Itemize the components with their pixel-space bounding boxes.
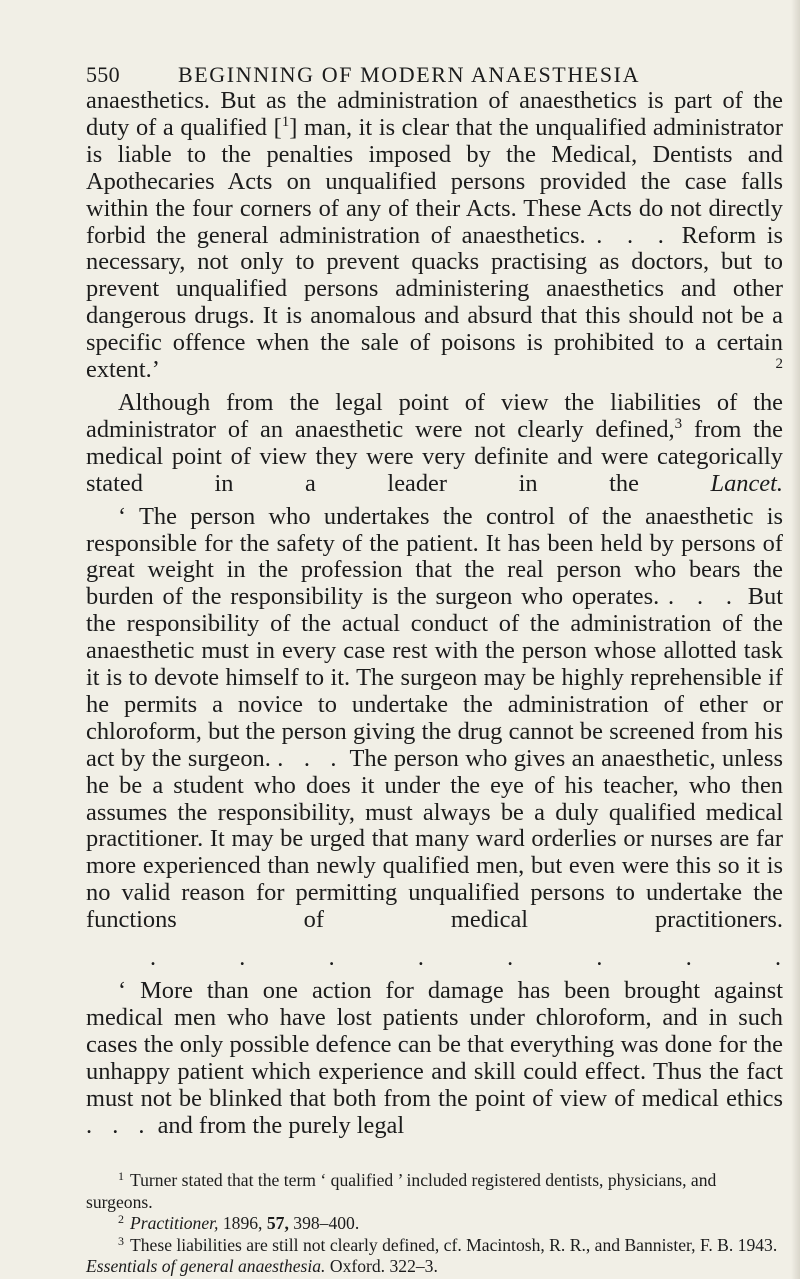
journal-title: Lancet. — [710, 469, 783, 497]
p4-text-a: ‘ More than one action for damage has been brought against medical men who have lost patients under chloroform, and in such cases the only possible defence can be that everything was done for the unhappy patient which experience and skill could effect. Thus the fact must not be blinked that both from the point of view of medical ethics — [86, 977, 783, 1112]
body-text — [86, 88, 783, 1140]
ellipsis: . . . — [86, 1111, 152, 1139]
page-edge-shadow — [791, 0, 800, 1279]
footnote-3-book: Essentials of general anaesthesia. — [86, 1256, 326, 1276]
separator-dot: . — [239, 945, 246, 972]
p1-text-a: anaesthetics. But as the administration of anaesthetics is part of the duty of a qualified [ — [86, 87, 783, 141]
footnote-1-text: Turner stated that the term ‘ qualified ’ included registered dentists, physicians, and surgeons. — [86, 1170, 717, 1212]
p3-text-b: But the responsibility of the actual conduct of the administration of the anaesthetic must in every case rest with the person whose allotted task it is to devote himself to it. The surgeon may be highly reprehensible if he permits a novice to undertake the administration of ether or chloroform, but the person giving the drug cannot be screened from his act by the surgeon. — [86, 583, 783, 772]
paragraph-2 — [86, 390, 783, 498]
footnote-mark: 1 — [118, 1169, 124, 1183]
running-title: BEGINNING OF MODERN ANAESTHESIA — [178, 62, 641, 87]
separator-dot: . — [774, 945, 781, 972]
footnote-2-volume: 57, — [266, 1213, 289, 1233]
paragraph-1 — [86, 88, 783, 384]
p3-text-a: ‘ The person who undertakes the control of the anaesthetic is responsible for the safety of the patient. It has been held by persons of great weight in the profession that the real person who bears the burden of the responsibility is the surgeon who operates. — [86, 502, 783, 611]
footnote-ref-3: 3 — [674, 415, 683, 432]
footnote-2 — [86, 1213, 783, 1235]
p1-text-c: Reform is necessary, not only to prevent quacks practising as doctors, but to prevent unqualified persons administering anaesthetics and other dangerous drugs. It is anomalous and absurd that this should not be a specific offence when the sale of poisons is prohibited to a certain extent.’ — [86, 221, 783, 384]
running-header — [86, 62, 736, 88]
separator-dot: . — [596, 945, 603, 972]
p4-text-b: and from the purely legal — [157, 1111, 405, 1139]
p1-text-b: ] man, it is clear that the unqualified administrator is liable to the penalties imposed by the Medical, Dentists and Apothecaries Acts on unqualified persons provided the case falls within the four corners of any of their Acts. These Acts do not directly forbid the general administration of anaesthetics. — [86, 113, 783, 249]
separator-dot: . — [507, 945, 514, 972]
paragraph-3 — [86, 504, 783, 935]
footnote-ref-2: 2 — [775, 356, 783, 373]
separator-dot: . — [417, 945, 424, 972]
p2-text-b: from the medical point of view they were very definite and were categorically stated in a leader in the — [86, 415, 783, 497]
footnote-3-text-b: Oxford. 322–3. — [329, 1256, 438, 1276]
footnote-ref-1: 1 — [281, 113, 290, 130]
footnote-3 — [86, 1235, 783, 1278]
footnotes — [86, 1170, 783, 1278]
p2-text-a: Although from the legal point of view the liabilities of the administrator of an anaesthetic were not clearly defined, — [86, 388, 783, 443]
footnote-2-year: 1896, — [222, 1213, 263, 1233]
footnote-mark: 3 — [118, 1233, 124, 1248]
footnote-1 — [86, 1170, 783, 1213]
page-number: 550 — [86, 62, 120, 87]
paragraph-4 — [86, 978, 783, 1139]
separator-dot: . — [328, 945, 335, 972]
separator-dot: . — [150, 945, 156, 972]
ellipsis: . . . — [596, 221, 671, 249]
ellipsis: . . . — [668, 583, 739, 611]
footnote-3-text-a: These liabilities are still not clearly defined, cf. Macintosh, R. R., and Bannister, F. B. 1943. — [130, 1234, 778, 1255]
footnote-2-pages: 398–400. — [293, 1213, 360, 1233]
ellipsis: . . . — [277, 744, 344, 772]
ellipsis-separator — [86, 946, 783, 970]
separator-dot: . — [685, 945, 692, 972]
footnote-mark: 2 — [118, 1212, 124, 1226]
p3-text-c: The person who gives an anaesthetic, unless he be a student who does it under the eye of his teacher, who then assumes the responsibility, must always be a duly qualified medical practitioner. It may be urged that many ward orderlies or nurses are far more experienced than newly qualified men, but even were this so it is no valid reason for permitting unqualified persons to undertake the functions of medical practitioners. — [86, 744, 783, 934]
footnote-2-journal: Practitioner, — [130, 1213, 219, 1233]
